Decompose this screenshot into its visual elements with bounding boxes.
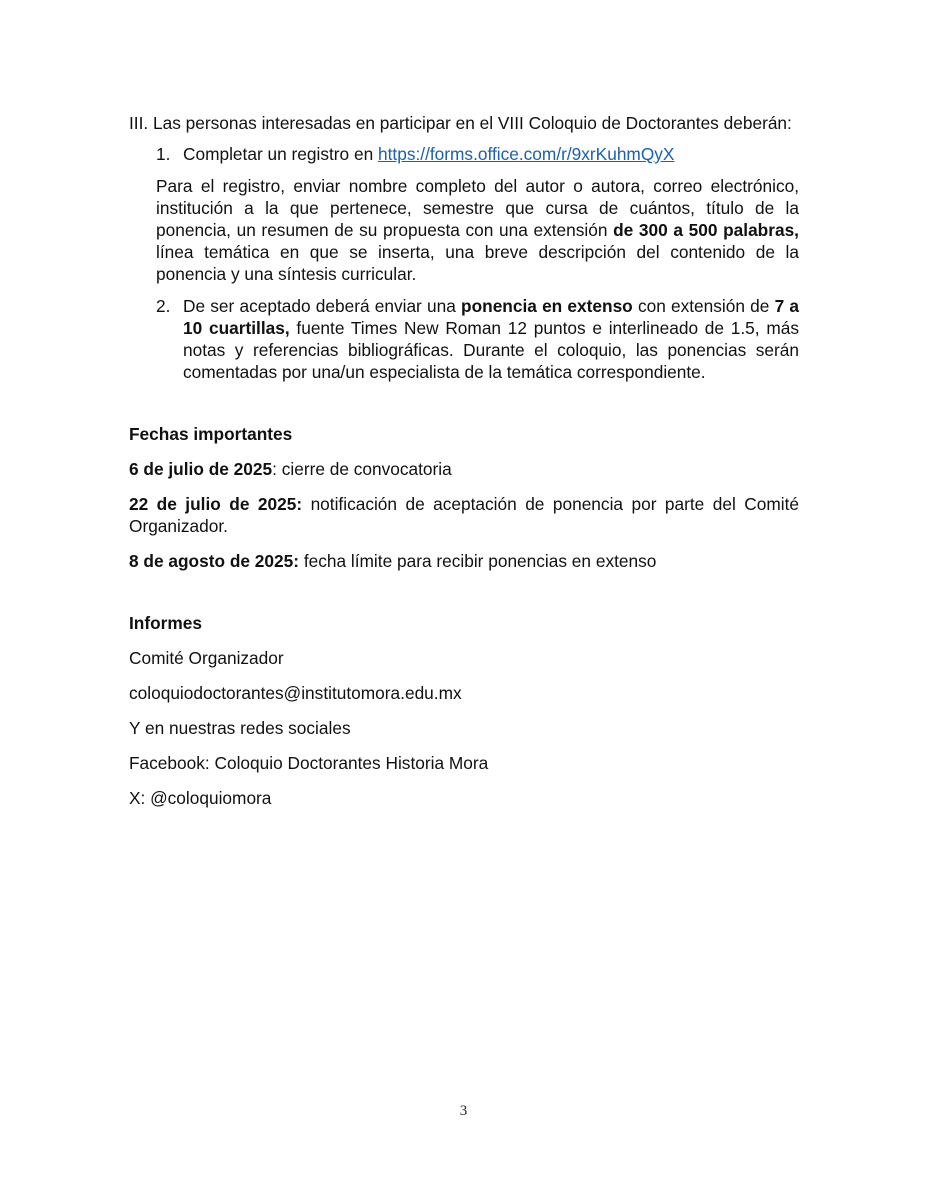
list-number-2: 2. (156, 296, 171, 316)
fechas-heading: Fechas importantes (129, 424, 293, 444)
page-number: 3 (459, 1103, 468, 1119)
registration-form-link[interactable]: https://forms.office.com/r/9xrKuhmQyX (378, 144, 675, 164)
item2-text-1: De ser aceptado deberá enviar una (183, 296, 456, 316)
item2-text-3: fuente Times New Roman 12 puntos e interlineado de 1.5, más notas y referencias bibliográficas. Durante el coloquio, las ponencias serán comentadas por una/un especialista de la temática correspondiente. (183, 318, 799, 382)
fecha-item-3 (129, 550, 799, 572)
informes-x-handle: X: @coloquiomora (129, 788, 272, 808)
fecha-date-1: 6 de julio de 2025 (129, 459, 273, 479)
fecha-desc-2: notificación de aceptación de ponencia por parte del Comité Organizador. (129, 494, 799, 536)
informes-social-intro: Y en nuestras redes sociales (129, 718, 351, 738)
informes-heading: Informes (129, 613, 202, 633)
detail-text-2: línea temática en que se inserta, una breve descripción del contenido de la ponencia y una síntesis curricular. (156, 242, 799, 284)
detail-text-1: Para el registro, enviar nombre completo del autor o autora, correo electrónico, institución a la que pertenece, semestre que cursa de cuántos, título de la ponencia, un resumen de su propuesta con una extensión (156, 176, 799, 240)
registration-detail-paragraph (129, 175, 799, 285)
item2-bold-cuartillas: 7 a 10 cuartillas, (183, 296, 799, 338)
list-item-1 (129, 143, 799, 165)
fecha-date-3: 8 de agosto de 2025: (129, 551, 299, 571)
list-item-1-text: Completar un registro en (183, 144, 374, 164)
informes-email: coloquiodoctorantes@institutomora.edu.mx (129, 683, 462, 703)
informes-facebook: Facebook: Coloquio Doctorantes Historia Mora (129, 753, 489, 773)
section-iii-intro: III. Las personas interesadas en participar en el VIII Coloquio de Doctorantes deberán: (129, 113, 792, 133)
detail-bold-word-count: de 300 a 500 palabras, (613, 220, 799, 240)
list-item-2 (129, 295, 799, 383)
fecha-desc-3: fecha límite para recibir ponencias en extenso (303, 551, 657, 571)
informes-committee: Comité Organizador (129, 648, 284, 668)
fecha-item-2 (129, 493, 799, 537)
list-number-1: 1. (156, 144, 171, 164)
item2-bold-ponencia: ponencia en extenso (461, 296, 633, 316)
fecha-item-1 (129, 458, 799, 480)
page-content (129, 112, 799, 822)
fecha-desc-1: : cierre de convocatoria (272, 459, 452, 479)
fecha-date-2: 22 de julio de 2025: (129, 494, 303, 514)
item2-text-2: con extensión de (637, 296, 770, 316)
